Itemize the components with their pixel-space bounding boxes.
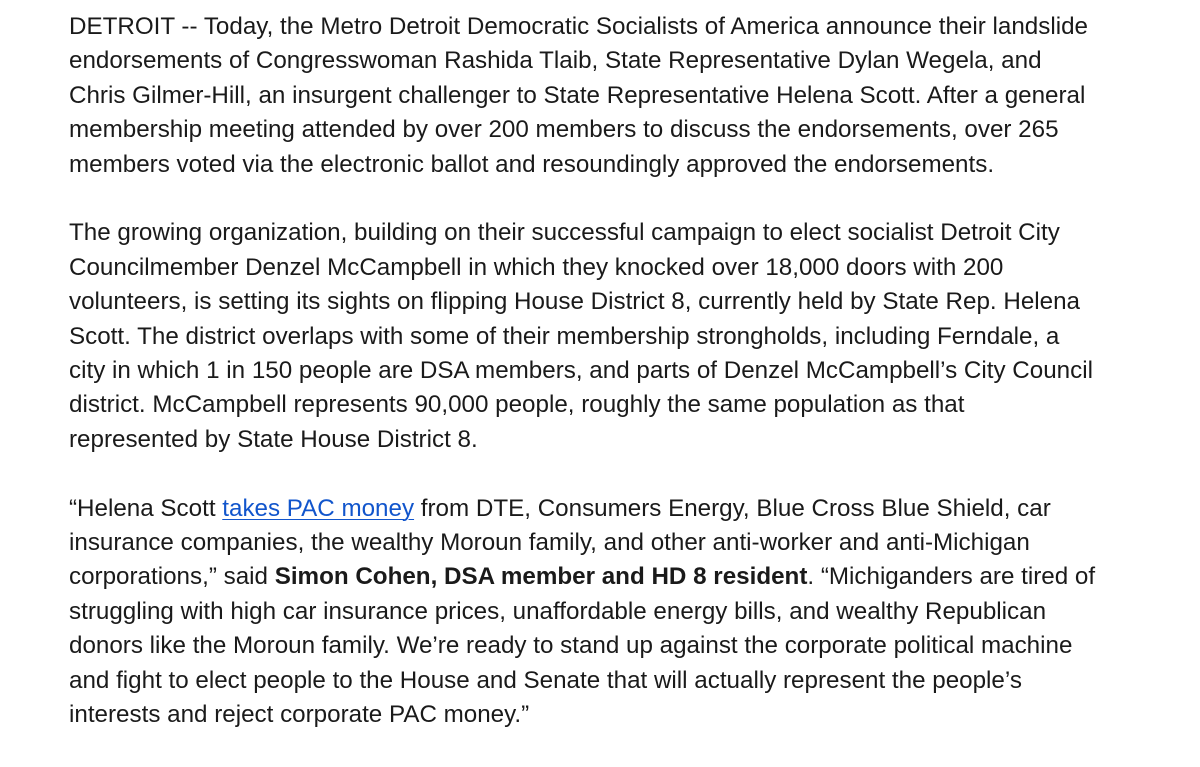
- press-release-body: [69, 10, 1179, 767]
- text-line: Scott. The district overlaps with some of their membership strongholds, including Ferndale, a: [69, 322, 1060, 350]
- text-line: struggling with high car insurance prices, unaffordable energy bills, and wealthy Republican: [69, 597, 1047, 625]
- speaker-name: Simon Cohen, DSA member and HD 8 resident: [274, 563, 808, 591]
- text-line: The growing organization, building on their successful campaign to elect socialist Detroit City: [69, 219, 1060, 247]
- pac-money-link[interactable]: takes PAC money: [222, 494, 415, 522]
- text-line: interests and reject corporate PAC money.”: [69, 701, 530, 729]
- text-line: [69, 560, 1179, 594]
- quote-text: . “Michiganders are tired of: [807, 563, 1096, 591]
- text-line: membership meeting attended by over 200 members to discuss the endorsements, over 265: [69, 116, 1059, 144]
- text-line: insurance companies, the wealthy Moroun family, and other anti-worker and anti-Michigan: [69, 529, 1030, 557]
- quote-text: corporations,” said: [69, 563, 275, 591]
- text-line: volunteers, is setting its sights on flipping House District 8, currently held by State Rep. Helena: [69, 288, 1080, 316]
- text-line: endorsements of Congresswoman Rashida Tlaib, State Representative Dylan Wegela, and: [69, 47, 1042, 75]
- paragraph-campaign: [69, 216, 1179, 457]
- text-line: Councilmember Denzel McCampbell in which they knocked over 18,000 doors with 200: [69, 253, 1004, 281]
- text-line: donors like the Moroun family. We’re ready to stand up against the corporate political machine: [69, 632, 1073, 660]
- text-line: district. McCampbell represents 90,000 people, roughly the same population as that: [69, 391, 965, 419]
- paragraph-announcement: [69, 10, 1179, 182]
- text-line: members voted via the electronic ballot and resoundingly approved the endorsements.: [69, 150, 995, 178]
- text-line: city in which 1 in 150 people are DSA members, and parts of Denzel McCampbell’s City Council: [69, 357, 1093, 385]
- text-line: and fight to elect people to the House and Senate that will actually represent the people’s: [69, 666, 1022, 694]
- text-line: DETROIT -- Today, the Metro Detroit Democratic Socialists of America announce their landslide: [69, 13, 1088, 40]
- quote-text: “Helena Scott: [69, 494, 223, 522]
- text-line: Chris Gilmer-Hill, an insurgent challenger to State Representative Helena Scott. After a general: [69, 81, 1086, 109]
- paragraph-quote: [69, 492, 1179, 733]
- text-line: represented by State House District 8.: [69, 425, 478, 453]
- quote-text: from DTE, Consumers Energy, Blue Cross Blue Shield, car: [414, 494, 1051, 522]
- text-line: [69, 492, 1179, 526]
